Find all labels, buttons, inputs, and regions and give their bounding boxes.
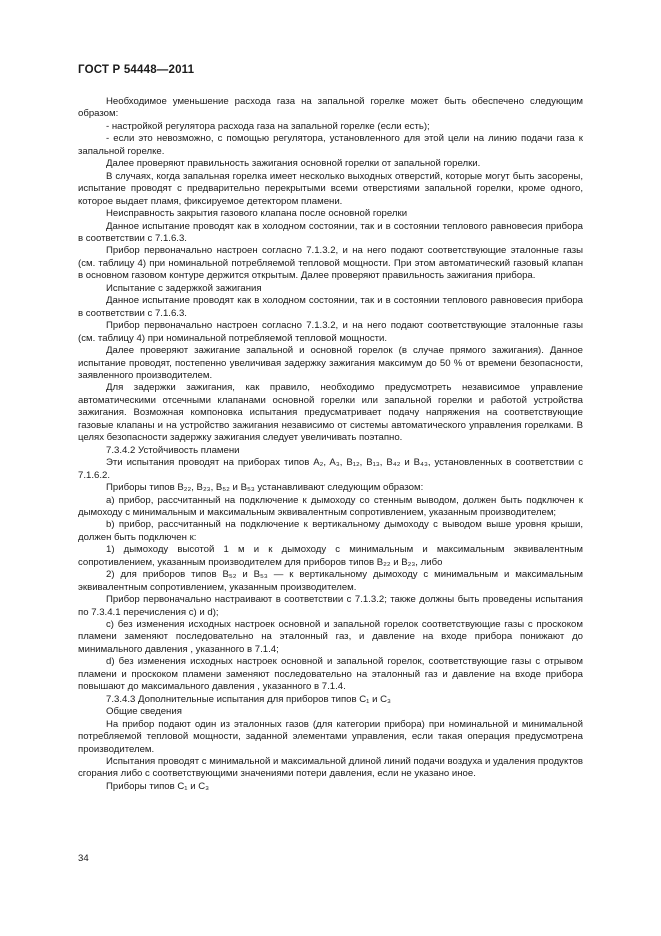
paragraph: b) прибор, рассчитанный на подключение к вертикальному дымоходу с выводом выше уровня крыши, должен быть подключен к: (78, 519, 583, 543)
paragraph: Данное испытание проводят как в холодном состоянии, так и в состоянии теплового равновесия прибора в соответствии с 7.1.6.3. (78, 220, 583, 244)
paragraph: a) прибор, рассчитанный на подключение к дымоходу со стенным выводом, должен быть подключен к дымоходу с минимальным и максимальным эквивалентным сопротивлением, указанным производителем; (78, 494, 583, 518)
paragraph: Для задержки зажигания, как правило, необходимо предусмотреть независимое управление автоматическими отсечными клапанами основной горелки или запальной горелки и работой устройства зажигания. Возможная компоновка испытания предусматривает подачу напряжения на соответствующие газовые клапаны и на устройство зажигания независимо от системы автоматического управления горелками. В целях безопасности задержку зажигания следует увеличивать поэтапно. (78, 382, 583, 444)
paragraph: - настройкой регулятора расхода газа на запальной горелке (если есть); (106, 120, 430, 132)
paragraph: Испытания проводят с минимальной и максимальной длиной линий подачи воздуха и удаления продуктов сгорания либо с соответствующими значениями потери давления, если не указано иное. (78, 756, 583, 780)
paragraph: На прибор подают один из эталонных газов (для категории прибора) при номинальной и минимальной потребляемой тепловой мощности, заданной элементами управления, если такая операция предусмотрена производителем. (78, 718, 583, 755)
paragraph: Далее проверяют правильность зажигания основной горелки от запальной горелки. (106, 158, 481, 170)
paragraph: Прибор первоначально настроен согласно 7.1.3.2, и на него подают соответствующие эталонные газы (см. таблицу 4) при номинальной потребляемой тепловой мощности. При этом автоматический газовый клапан в основном газовом контуре держится открытым. Далее проверяют правильность зажигания прибора. (78, 245, 583, 282)
paragraph: d) без изменения исходных настроек основной и запальной горелок, соответствующие газы с отрывом пламени и проскоком пламени заменяют последовательно на эталонный газ и давление на входе прибора повышают до максимального давления , указанного в 7.1.4. (78, 656, 583, 693)
document-header: ГОСТ Р 54448—2011 (78, 64, 195, 76)
paragraph: Прибор первоначально настраивают в соответствии с 7.1.3.2; также должны быть проведены испытания по 7.3.4.1 перечисления c) и d); (78, 594, 583, 618)
paragraph: Испытание с задержкой зажигания (106, 282, 262, 294)
paragraph: 7.3.4.2 Устойчивость пламени (106, 444, 240, 456)
paragraph: Необходимое уменьшение расхода газа на запальной горелке может быть обеспечено следующим образом: (78, 96, 583, 120)
paragraph: 7.3.4.3 Дополнительные испытания для приборов типов C₁ и C₃ (106, 693, 391, 705)
paragraph: c) без изменения исходных настроек основной и запальной горелок соответствующие газы с проскоком пламени заменяют последовательно на эталонный газ, и давление на входе прибора понижают до минимального давления , указанного в 7.1.4; (78, 619, 583, 655)
paragraph: Приборы типов B₂₂, B₂₃, B₅₂ и B₅₃ устанавливают следующим образом: (106, 482, 424, 494)
paragraph: Приборы типов C₁ и C₃ (106, 780, 210, 792)
paragraph: Данное испытание проводят как в холодном состоянии, так и в состоянии теплового равновесия прибора в соответствии с 7.1.6.3. (78, 295, 583, 319)
paragraph: Неисправность закрытия газового клапана после основной горелки (106, 208, 408, 220)
paragraph: 2) для приборов типов B₅₂ и B₅₃ — к вертикальному дымоходу с минимальным и максимальным эквивалентным сопротивлением, указанным производителем. (78, 569, 583, 593)
paragraph: - если это невозможно, с помощью регулятора, установленного для этой цели на линию подачи газа к запальной горелке. (78, 133, 583, 157)
paragraph: Далее проверяют зажигание запальной и основной горелок (в случае прямого зажигания). Данное испытание проводят, постепенно увеличивая задержку зажигания максимум до 50 % от времени безопасности, заявленного производителем. (78, 345, 583, 381)
paragraph: Эти испытания проводят на приборах типов A₂, A₃, B₁₂, B₁₃, B₄₂ и B₄₃, установленных в соответствии с 7.1.6.2. (78, 457, 583, 481)
paragraph: В случаях, когда запальная горелка имеет несколько выходных отверстий, которые могут быть засорены, испытание проводят с предварительно перекрытыми всеми отверстиями запальной горелки, кроме одного, которое выдает пламя, фиксируемое детектором пламени. (78, 170, 583, 207)
paragraph: Прибор первоначально настроен согласно 7.1.3.2, и на него подают соответствующие эталонные газы (см. таблицу 4) при номинальной потребляемой тепловой мощности. (78, 320, 583, 344)
document-body (78, 96, 583, 793)
paragraph: Общие сведения (106, 706, 182, 718)
paragraph: 1) дымоходу высотой 1 м и к дымоходу с минимальным и максимальным эквивалентным сопротивлением, указанным производителем для приборов типов B₂₂ и B₂₃, либо (78, 544, 583, 568)
page-number: 34 (78, 853, 89, 864)
